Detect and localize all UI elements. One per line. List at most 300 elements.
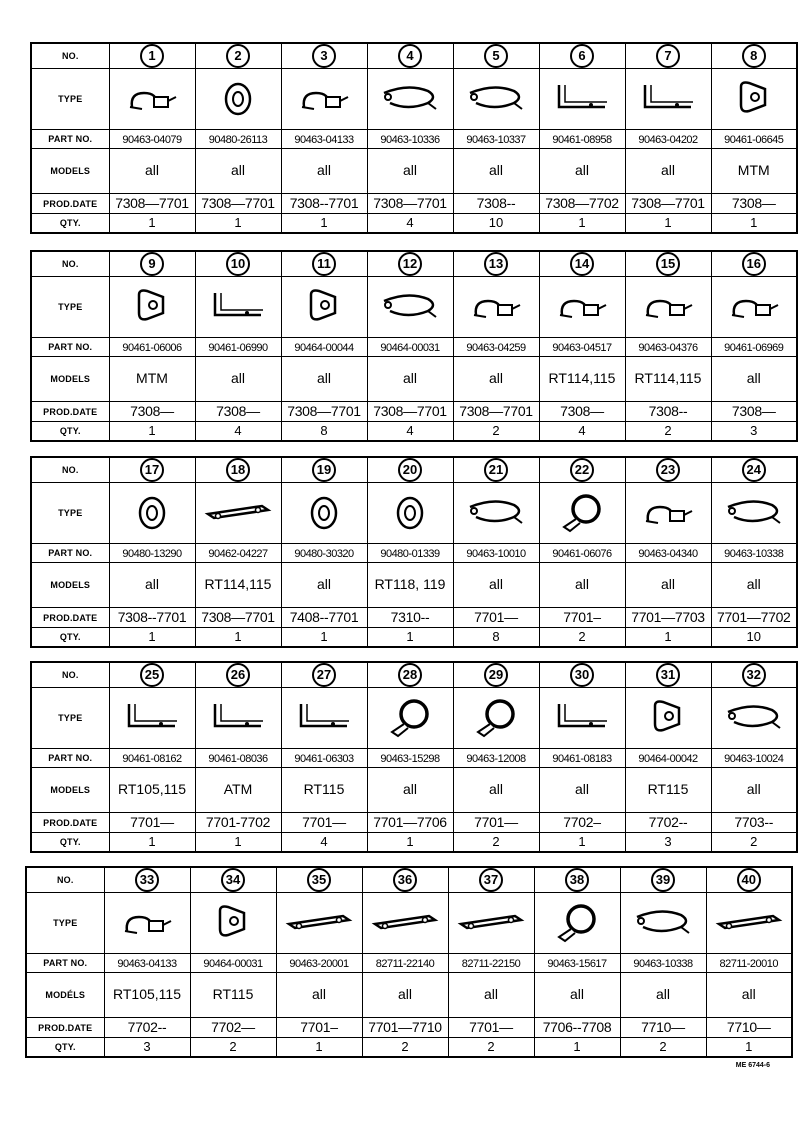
item-number: 4 bbox=[398, 44, 422, 68]
cell-qty bbox=[109, 214, 195, 234]
cell-models bbox=[109, 563, 195, 608]
prod-date: 7710— bbox=[726, 1018, 771, 1035]
item-number: 17 bbox=[140, 458, 164, 482]
cell-no bbox=[195, 662, 281, 688]
row-header-prod-date: PROD.DATE bbox=[31, 608, 109, 628]
quantity: 2 bbox=[401, 1039, 409, 1054]
part-number: 90463-10337 bbox=[466, 134, 526, 146]
part-number: 90463-04133 bbox=[117, 958, 177, 970]
cell-no bbox=[711, 662, 797, 688]
cell-no bbox=[534, 867, 620, 893]
row-header-models: MODELS bbox=[31, 149, 109, 194]
item-number: 37 bbox=[479, 868, 503, 892]
prod-date: 7308— bbox=[216, 402, 260, 419]
cell-prod-date bbox=[362, 1018, 448, 1038]
prod-date: 7701—7702 bbox=[716, 608, 791, 625]
cell-qty bbox=[539, 833, 625, 853]
cell-part-no bbox=[367, 749, 453, 768]
row-type bbox=[31, 69, 797, 130]
cell-prod-date bbox=[281, 608, 367, 628]
cell-prod-date bbox=[711, 813, 797, 833]
cell-qty bbox=[625, 214, 711, 234]
cell-no bbox=[711, 251, 797, 277]
models-value: all bbox=[316, 162, 331, 178]
cell-no bbox=[195, 43, 281, 69]
cell-prod-date bbox=[539, 608, 625, 628]
cell-prod-date bbox=[448, 1018, 534, 1038]
bracket-icon bbox=[196, 287, 281, 327]
row-models bbox=[26, 973, 792, 1018]
cell-type bbox=[534, 893, 620, 954]
wire-clamp-icon bbox=[454, 493, 539, 533]
clip-icon bbox=[191, 903, 276, 943]
pipe-clamp-icon bbox=[626, 287, 711, 327]
prod-date: 7408--7701 bbox=[289, 608, 359, 625]
cell-no bbox=[539, 457, 625, 483]
prod-date: 7701— bbox=[130, 813, 174, 830]
prod-date: 7701—7703 bbox=[631, 608, 705, 625]
cell-type bbox=[109, 688, 195, 749]
cell-qty bbox=[539, 214, 625, 234]
item-number: 15 bbox=[656, 252, 680, 276]
row-no bbox=[26, 867, 792, 893]
cell-no bbox=[453, 662, 539, 688]
cell-qty bbox=[104, 1038, 190, 1058]
row-qty bbox=[26, 1038, 792, 1058]
row-part-no bbox=[31, 338, 797, 357]
models-value: all bbox=[655, 986, 670, 1002]
prod-date: 7308—7701 bbox=[459, 402, 533, 419]
part-number: 90463-10010 bbox=[466, 548, 526, 560]
models-value: all bbox=[488, 576, 503, 592]
row-prod-date bbox=[31, 194, 797, 214]
cell-part-no bbox=[367, 338, 453, 357]
item-number: 19 bbox=[312, 458, 336, 482]
cell-type bbox=[195, 69, 281, 130]
part-number: 82711-22150 bbox=[461, 958, 521, 970]
models-value: all bbox=[230, 162, 245, 178]
prod-date: 7308-- bbox=[648, 402, 688, 419]
parts-table-section bbox=[30, 456, 798, 648]
wire-clamp-icon bbox=[454, 79, 539, 119]
strap-icon bbox=[449, 908, 534, 938]
row-header-qty: QTY. bbox=[26, 1038, 104, 1058]
parts-table-section bbox=[30, 250, 798, 442]
cell-type bbox=[367, 688, 453, 749]
pipe-clamp-icon bbox=[540, 287, 625, 327]
clip-icon bbox=[282, 287, 367, 327]
row-header-part-no: PART NO. bbox=[31, 130, 109, 149]
row-header-type: TYPE bbox=[26, 893, 104, 954]
cell-qty bbox=[453, 422, 539, 442]
cell-part-no bbox=[539, 749, 625, 768]
quantity: 8 bbox=[492, 629, 500, 644]
row-header-part-no: PART NO. bbox=[31, 338, 109, 357]
cell-type bbox=[367, 69, 453, 130]
cell-part-no bbox=[448, 954, 534, 973]
cell-models bbox=[453, 563, 539, 608]
cell-models bbox=[625, 563, 711, 608]
quantity: 3 bbox=[143, 1039, 151, 1054]
cell-part-no bbox=[195, 749, 281, 768]
row-header-prod-date: PROD.DATE bbox=[31, 194, 109, 214]
bracket-icon bbox=[626, 79, 711, 119]
models-value: all bbox=[574, 162, 589, 178]
cell-prod-date bbox=[281, 194, 367, 214]
row-prod-date bbox=[31, 402, 797, 422]
cell-models bbox=[453, 357, 539, 402]
cell-prod-date bbox=[625, 608, 711, 628]
strap-icon bbox=[277, 908, 362, 938]
cell-part-no bbox=[104, 954, 190, 973]
row-header-no: NO. bbox=[31, 662, 109, 688]
cell-type bbox=[453, 483, 539, 544]
cell-part-no bbox=[195, 338, 281, 357]
cell-models bbox=[539, 357, 625, 402]
row-part-no bbox=[31, 130, 797, 149]
prod-date: 7701—7706 bbox=[373, 813, 447, 830]
part-number: 90464-00031 bbox=[380, 342, 440, 354]
part-number: 90463-04340 bbox=[638, 548, 698, 560]
cell-qty bbox=[711, 422, 797, 442]
cell-qty bbox=[362, 1038, 448, 1058]
models-value: all bbox=[746, 576, 761, 592]
part-number: 90480-30320 bbox=[294, 548, 354, 560]
row-header-part-no: PART NO. bbox=[26, 954, 104, 973]
wire-clamp-icon bbox=[712, 493, 797, 533]
cell-no bbox=[453, 251, 539, 277]
part-number: 90463-20001 bbox=[289, 958, 349, 970]
cell-no bbox=[625, 43, 711, 69]
cell-models bbox=[539, 149, 625, 194]
item-number: 1 bbox=[140, 44, 164, 68]
row-header-type: TYPE bbox=[31, 688, 109, 749]
row-part-no bbox=[31, 544, 797, 563]
models-value: RT114,115 bbox=[634, 370, 702, 386]
cell-models bbox=[281, 149, 367, 194]
clip-icon bbox=[712, 79, 797, 119]
cell-qty bbox=[195, 214, 281, 234]
cell-part-no bbox=[539, 130, 625, 149]
cell-prod-date bbox=[367, 813, 453, 833]
cell-qty bbox=[367, 628, 453, 648]
cell-no bbox=[195, 251, 281, 277]
row-header-no: NO. bbox=[31, 457, 109, 483]
cell-prod-date bbox=[109, 402, 195, 422]
cell-prod-date bbox=[195, 608, 281, 628]
cell-part-no bbox=[453, 130, 539, 149]
prod-date: 7308— bbox=[731, 402, 776, 419]
item-number: 10 bbox=[226, 252, 250, 276]
row-header-no: NO. bbox=[31, 251, 109, 277]
quantity: 4 bbox=[234, 423, 242, 438]
cell-type bbox=[109, 277, 195, 338]
item-number: 6 bbox=[570, 44, 594, 68]
part-number: 90461-06969 bbox=[724, 342, 784, 354]
cell-qty bbox=[625, 628, 711, 648]
clamp-ring-icon bbox=[540, 491, 625, 535]
prod-date: 7310-- bbox=[390, 608, 430, 625]
part-number: 90463-04259 bbox=[466, 342, 526, 354]
row-qty bbox=[31, 422, 797, 442]
cell-prod-date bbox=[281, 813, 367, 833]
part-number: 90461-06990 bbox=[208, 342, 268, 354]
cell-no bbox=[367, 251, 453, 277]
cell-models bbox=[711, 768, 797, 813]
prod-date: 7308—7701 bbox=[201, 194, 275, 211]
part-number: 90463-10024 bbox=[724, 753, 784, 765]
part-number: 90464-00042 bbox=[638, 753, 698, 765]
quantity: 1 bbox=[148, 629, 156, 644]
cell-qty bbox=[453, 628, 539, 648]
cell-models bbox=[195, 563, 281, 608]
bracket-icon bbox=[196, 698, 281, 738]
row-type bbox=[31, 483, 797, 544]
part-number: 90461-06076 bbox=[552, 548, 612, 560]
cell-type bbox=[190, 893, 276, 954]
cell-type bbox=[539, 688, 625, 749]
cell-models bbox=[281, 357, 367, 402]
part-number: 90463-04376 bbox=[638, 342, 698, 354]
cell-part-no bbox=[281, 338, 367, 357]
cell-no bbox=[362, 867, 448, 893]
part-number: 90461-06645 bbox=[724, 134, 784, 146]
item-number: 11 bbox=[312, 252, 336, 276]
cell-part-no bbox=[453, 544, 539, 563]
quantity: 1 bbox=[745, 1039, 753, 1054]
part-number: 90463-04517 bbox=[552, 342, 612, 354]
row-type bbox=[31, 277, 797, 338]
cell-part-no bbox=[195, 130, 281, 149]
quantity: 1 bbox=[148, 215, 156, 230]
quantity: 10 bbox=[488, 215, 504, 230]
cell-type bbox=[281, 483, 367, 544]
cell-type bbox=[711, 277, 797, 338]
cell-type bbox=[276, 893, 362, 954]
pipe-clamp-icon bbox=[110, 79, 195, 119]
cell-no bbox=[539, 662, 625, 688]
row-prod-date bbox=[31, 608, 797, 628]
prod-date: 7308— bbox=[560, 402, 604, 419]
quantity: 1 bbox=[664, 215, 672, 230]
cell-models bbox=[367, 768, 453, 813]
cell-qty bbox=[620, 1038, 706, 1058]
part-number: 82711-20010 bbox=[719, 958, 779, 970]
cell-part-no bbox=[539, 544, 625, 563]
pipe-clamp-icon bbox=[282, 79, 367, 119]
cell-prod-date bbox=[453, 813, 539, 833]
quantity: 4 bbox=[406, 423, 414, 438]
quantity: 1 bbox=[234, 215, 242, 230]
part-number: 90480-13290 bbox=[122, 548, 182, 560]
row-type bbox=[26, 893, 792, 954]
row-no bbox=[31, 457, 797, 483]
prod-date: 7308— bbox=[130, 402, 174, 419]
quantity: 1 bbox=[578, 215, 586, 230]
item-number: 22 bbox=[570, 458, 594, 482]
models-value: all bbox=[488, 781, 503, 797]
cell-type bbox=[625, 277, 711, 338]
item-number: 30 bbox=[570, 663, 594, 687]
item-number: 36 bbox=[393, 868, 417, 892]
models-value: all bbox=[316, 370, 331, 386]
quantity: 2 bbox=[750, 834, 758, 849]
part-number: 90463-15298 bbox=[380, 753, 440, 765]
cell-part-no bbox=[453, 338, 539, 357]
models-value: all bbox=[569, 986, 584, 1002]
strap-icon bbox=[196, 498, 281, 528]
part-number: 90463-10338 bbox=[724, 548, 784, 560]
cell-no bbox=[625, 457, 711, 483]
cell-models bbox=[362, 973, 448, 1018]
item-number: 26 bbox=[226, 663, 250, 687]
cell-no bbox=[109, 662, 195, 688]
row-prod-date bbox=[31, 813, 797, 833]
pipe-clamp-icon bbox=[454, 287, 539, 327]
row-header-qty: QTY. bbox=[31, 422, 109, 442]
clip-icon bbox=[626, 698, 711, 738]
cell-no bbox=[711, 457, 797, 483]
cell-type bbox=[539, 69, 625, 130]
cell-part-no bbox=[453, 749, 539, 768]
cell-prod-date bbox=[711, 194, 797, 214]
prod-date: 7702-- bbox=[127, 1018, 167, 1035]
models-value: ATM bbox=[223, 781, 253, 797]
prod-date: 7308— bbox=[731, 194, 776, 211]
cell-type bbox=[448, 893, 534, 954]
clamp-ring-icon bbox=[368, 696, 453, 740]
cell-models bbox=[367, 149, 453, 194]
row-models bbox=[31, 768, 797, 813]
cell-part-no bbox=[711, 130, 797, 149]
row-models bbox=[31, 357, 797, 402]
quantity: 1 bbox=[406, 834, 414, 849]
cell-models bbox=[453, 768, 539, 813]
row-no bbox=[31, 43, 797, 69]
cell-models bbox=[534, 973, 620, 1018]
prod-date: 7701— bbox=[474, 608, 518, 625]
cell-part-no bbox=[109, 749, 195, 768]
cell-part-no bbox=[281, 130, 367, 149]
item-number: 39 bbox=[651, 868, 675, 892]
models-value: all bbox=[746, 781, 761, 797]
cell-part-no bbox=[281, 749, 367, 768]
cell-prod-date bbox=[190, 1018, 276, 1038]
cell-part-no bbox=[281, 544, 367, 563]
cell-part-no bbox=[195, 544, 281, 563]
cell-prod-date bbox=[367, 608, 453, 628]
part-number: 90461-08162 bbox=[122, 753, 182, 765]
models-value: all bbox=[746, 370, 761, 386]
prod-date: 7308--7701 bbox=[117, 608, 187, 625]
cell-no bbox=[448, 867, 534, 893]
cell-type bbox=[706, 893, 792, 954]
cell-type bbox=[625, 69, 711, 130]
cell-part-no bbox=[367, 130, 453, 149]
quantity: 1 bbox=[320, 215, 328, 230]
models-value: all bbox=[402, 370, 417, 386]
row-header-models: MODÉLS bbox=[26, 973, 104, 1018]
quantity: 1 bbox=[664, 629, 672, 644]
prod-date: 7702– bbox=[563, 813, 601, 830]
item-number: 18 bbox=[226, 458, 250, 482]
models-value: all bbox=[397, 986, 412, 1002]
cell-models bbox=[706, 973, 792, 1018]
models-value: RT114,115 bbox=[204, 576, 272, 592]
cell-no bbox=[281, 662, 367, 688]
cell-part-no bbox=[625, 544, 711, 563]
row-part-no bbox=[31, 749, 797, 768]
cell-type bbox=[453, 69, 539, 130]
cell-no bbox=[281, 251, 367, 277]
models-value: all bbox=[488, 162, 503, 178]
part-number: 90461-08183 bbox=[552, 753, 612, 765]
cell-qty bbox=[109, 833, 195, 853]
cell-models bbox=[453, 149, 539, 194]
quantity: 1 bbox=[315, 1039, 323, 1054]
prod-date: 7308—7701 bbox=[373, 402, 447, 419]
cell-qty bbox=[281, 214, 367, 234]
cell-no bbox=[453, 43, 539, 69]
cell-type bbox=[367, 277, 453, 338]
row-header-qty: QTY. bbox=[31, 628, 109, 648]
part-number: 90463-04133 bbox=[294, 134, 354, 146]
wire-clamp-icon bbox=[712, 698, 797, 738]
cell-no bbox=[711, 43, 797, 69]
parts-table-section bbox=[25, 866, 793, 1058]
cell-qty bbox=[711, 628, 797, 648]
cell-part-no bbox=[625, 338, 711, 357]
cell-no bbox=[367, 457, 453, 483]
item-number: 21 bbox=[484, 458, 508, 482]
prod-date: 7703-- bbox=[734, 813, 774, 830]
cell-prod-date bbox=[539, 813, 625, 833]
bracket-icon bbox=[282, 698, 367, 738]
models-value: all bbox=[483, 986, 498, 1002]
cell-type bbox=[625, 688, 711, 749]
cell-qty bbox=[195, 833, 281, 853]
part-number: 90463-10336 bbox=[380, 134, 440, 146]
quantity: 1 bbox=[234, 834, 242, 849]
part-number: 90480-01339 bbox=[380, 548, 440, 560]
grommet-icon bbox=[196, 79, 281, 119]
cell-models bbox=[190, 973, 276, 1018]
cell-no bbox=[109, 457, 195, 483]
cell-prod-date bbox=[539, 194, 625, 214]
cell-no bbox=[104, 867, 190, 893]
item-number: 32 bbox=[742, 663, 766, 687]
grommet-icon bbox=[110, 493, 195, 533]
bracket-icon bbox=[540, 79, 625, 119]
item-number: 35 bbox=[307, 868, 331, 892]
cell-qty bbox=[711, 833, 797, 853]
cell-no bbox=[190, 867, 276, 893]
part-number: 90461-06006 bbox=[122, 342, 182, 354]
cell-part-no bbox=[706, 954, 792, 973]
item-number: 8 bbox=[742, 44, 766, 68]
item-number: 23 bbox=[656, 458, 680, 482]
cell-part-no bbox=[711, 544, 797, 563]
quantity: 1 bbox=[750, 215, 758, 230]
row-header-qty: QTY. bbox=[31, 833, 109, 853]
item-number: 7 bbox=[656, 44, 680, 68]
cell-prod-date bbox=[195, 194, 281, 214]
cell-qty bbox=[109, 628, 195, 648]
cell-no bbox=[625, 662, 711, 688]
part-number: 90462-04227 bbox=[208, 548, 268, 560]
cell-models bbox=[625, 768, 711, 813]
cell-prod-date bbox=[534, 1018, 620, 1038]
